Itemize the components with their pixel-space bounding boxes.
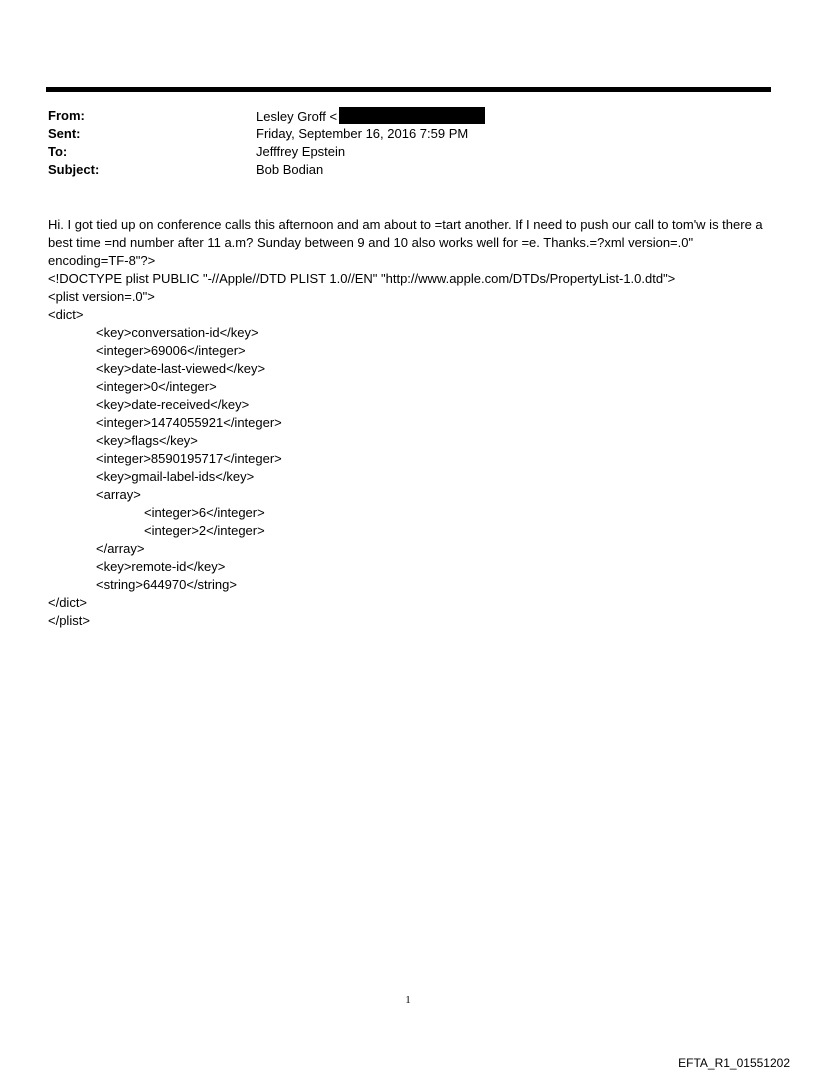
to-label: To:: [48, 144, 68, 159]
to-value: Jefffrey Epstein: [256, 144, 346, 159]
xml-line: <plist version=.0">: [48, 289, 155, 304]
from-row: [48, 107, 748, 125]
page-number: 1: [405, 994, 411, 1006]
xml-line: <string>644970</string>: [96, 577, 237, 592]
xml-line: <key>date-last-viewed</key>: [96, 361, 266, 376]
xml-line: <key>date-received</key>: [96, 397, 250, 412]
xml-line: </plist>: [48, 613, 90, 628]
subject-row: [48, 161, 748, 179]
xml-line: <!DOCTYPE plist PUBLIC "-//Apple//DTD PLIST 1.0//EN" "http://www.apple.com/DTDs/PropertyList-1.0.dtd">: [48, 271, 676, 286]
from-value: [256, 107, 485, 125]
xml-line: <dict>: [48, 307, 84, 322]
document-id: EFTA_R1_01551202: [678, 1056, 790, 1070]
from-label: From:: [48, 108, 85, 123]
xml-line: <key>flags</key>: [96, 433, 198, 448]
subject-value: Bob Bodian: [256, 162, 324, 177]
message-text: Hi. I got tied up on conference calls this afternoon and am about to =tart another. If I need to push our call to tom'w is there a best time =nd number after 11 a.m? Sunday between 9 and 10 also works well for =e. Thanks.=?xml version=.0" encoding=TF-8"?>: [48, 217, 763, 268]
xml-line: <integer>6</integer>: [144, 505, 265, 520]
redaction-box: [339, 107, 485, 124]
xml-line: <key>gmail-label-ids</key>: [96, 469, 255, 484]
xml-line: <key>remote-id</key>: [96, 559, 226, 574]
xml-line: <integer>0</integer>: [96, 379, 217, 394]
header-rule: [46, 87, 771, 92]
sender-name: Lesley Groff <: [256, 109, 338, 124]
sent-value: Friday, September 16, 2016 7:59 PM: [256, 126, 469, 141]
xml-line: <integer>1474055921</integer>: [96, 415, 282, 430]
sent-row: [48, 125, 748, 143]
subject-label: Subject:: [48, 162, 100, 177]
xml-line: </dict>: [48, 595, 88, 610]
xml-line: <integer>8590195717</integer>: [96, 451, 282, 466]
xml-line: <integer>2</integer>: [144, 523, 265, 538]
to-row: [48, 143, 748, 161]
xml-line: <integer>69006</integer>: [96, 343, 246, 358]
xml-line: <array>: [96, 487, 141, 502]
email-header: [48, 107, 748, 179]
email-body: [48, 216, 772, 630]
xml-line: <key>conversation-id</key>: [96, 325, 259, 340]
sent-label: Sent:: [48, 126, 81, 141]
xml-line: </array>: [96, 541, 145, 556]
